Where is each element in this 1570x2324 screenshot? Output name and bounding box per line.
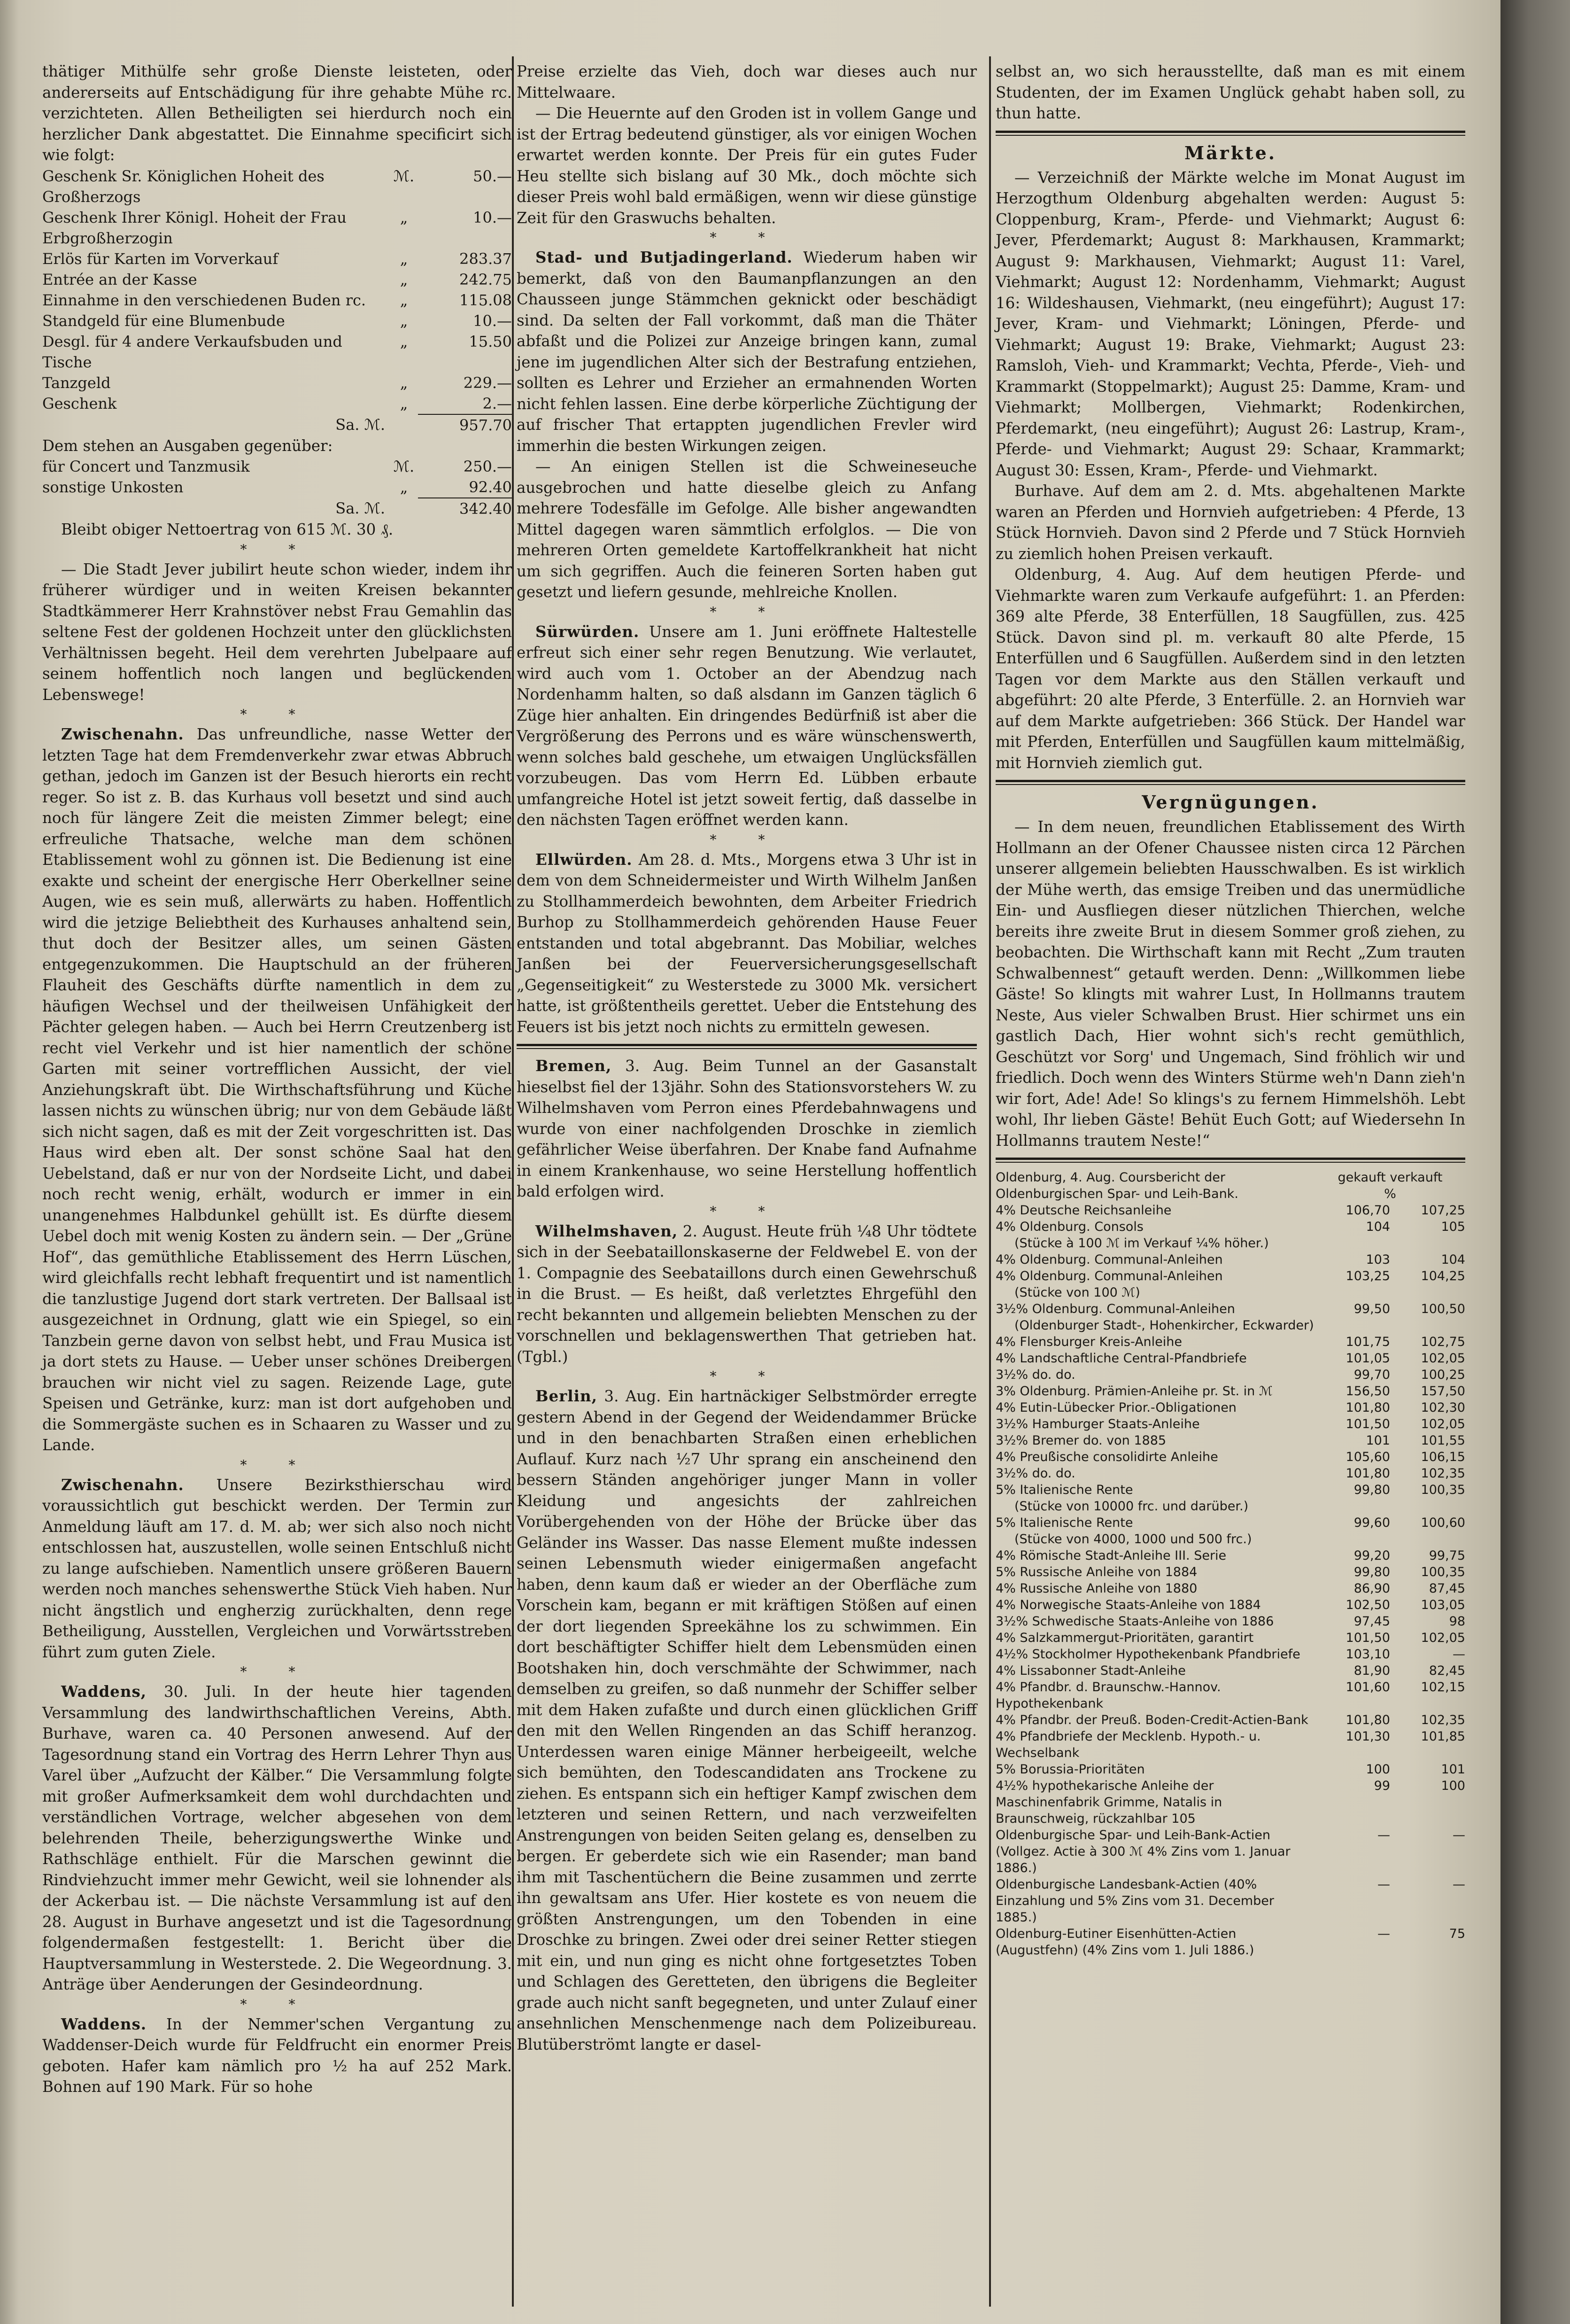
ask-value: 102,05 <box>1421 1631 1465 1645</box>
article-body: In der Nemmer'schen Vergantung zu Waddenser-Deich wurde für Feldfrucht ein enormer Preis geboten. Hafer kam nämlich pro ½ ha auf 252 Mark. Bohnen auf 190 Mark. Für so hohe <box>42 2015 512 2096</box>
bid-value: 101,50 <box>1346 1631 1390 1645</box>
article-stadland <box>517 247 977 456</box>
bid-value: 105,60 <box>1346 1450 1390 1464</box>
article-body: Ein hartnäckiger Selbstmörder erregte gestern Abend in der Gegend der Weidendammer Brücke und in den benachbarten Straßen einen erheblichen Auflauf. Kurz nach ½7 Uhr sprang ein anscheinend den bessern Ständen angehöriger junger Mann in voller Kleidung und angesichts der zahlreichen Vorübergehenden von der Höhe der Brücke über das Geländer ins Wasser. Das nasse Element mußte indessen seinen Lebensmuth wieder einigermaßen angefacht haben, denn kaum daß er wieder an der Oberfläche zum Vorschein kam, begann er mit kräftigen Stößen auf einen der dort liegenden Spreekähne los zu schwimmen. Ein dort beschäftigter Schiffer hielt dem Lebensmüden einen Bootshaken hin, doch verschmähte der Schwimmer, nach demselben zu greifen, so daß nunmehr der Schiffer selber mit dem Haken zufaßte und durch einen glücklichen Griff den mit den Wellen Ringenden an das Schiff heranzog. Unterdessen waren einige Männer herbeigeeilt, welche sich bemühten, den Todescandidaten ans Trockene zu ziehen. Es entspann sich ein heftiger Kampf zwischen dem letzteren und seinen Rettern, und nach verzweifelten Anstrengungen von beiden Seiten gelang es, denselben zu bergen. Er geberdete sich wie ein Rasender; man band ihm mit Taschentüchern die Beine zusammen und zerrte ihn gewaltsam ans Ufer. Hier kostete es von neuem die größten Anstrengungen, um den Tobenden in eine Droschke zu bringen. Zwei oder drei seiner Retter stiegen mit ein, und nun ging es nicht ohne fortgesetztes Toben und Schlagen des Geretteten, den übrigens die Begleiter grade auch nicht sanft begegneten, und unter Zulauf einer ansehnlichen Menschenmenge nach dem Polizeibureau. Blutüberströmt langte er dasel- <box>517 1387 977 2053</box>
expense-intro: Dem stehen an Ausgaben gegenüber: <box>42 436 333 455</box>
table-row <box>42 311 512 331</box>
ask-value: 99,75 <box>1429 1548 1465 1563</box>
security-name: (Stücke von 10000 frc. und darüber.) <box>1014 1499 1249 1514</box>
cell-amt: 250.— <box>463 458 512 475</box>
article-waddens-1 <box>42 1681 512 1995</box>
security-name: 5% Russische Anleihe von 1884 <box>996 1565 1198 1579</box>
cell-label: Geschenk Ihrer Königl. Hoheit der Frau Erbgroßherzogin <box>42 208 347 247</box>
article-text: thätiger Mithülfe sehr große Dienste leisteten, oder andererseits auf Entschädigung für ihre gehabte Mühe rc. verzichteten. Allen Betheiligten sei hierdurch noch ein herzlicher Dank abgestattet. Die Einnahme specificirt sich wie folgt: <box>42 62 512 164</box>
section-title-maerkte: Märkte. <box>1184 142 1276 163</box>
course-row <box>996 1547 1465 1564</box>
course-row <box>996 1646 1465 1663</box>
cell-cur: „ <box>400 208 408 226</box>
article-berlin <box>517 1386 977 2055</box>
course-row <box>996 1761 1465 1778</box>
table-row <box>42 331 512 373</box>
column-rule-1 <box>512 56 514 2307</box>
ask-value: — <box>1453 1877 1465 1892</box>
course-row <box>996 1531 1465 1547</box>
course-row <box>996 1449 1465 1465</box>
ask-value <box>1390 1284 1465 1301</box>
bid-value: 99,80 <box>1353 1565 1390 1579</box>
course-row <box>996 1367 1465 1383</box>
table-row <box>42 373 512 393</box>
course-row <box>996 1630 1465 1646</box>
article-body: Unsere am 1. Juni eröffnete Haltestelle erfreut sich einer sehr regen Benutzung. Wie verlautet, wird auch vom 1. October an der Abendzug nach Nordenhamm halten, so daß alsdann im Ganzen täglich 6 Züge hier anhalten. Ein dringendes Bedürfniß ist aber die Vergrößerung des Perrons und es wäre wünschenswerth, wenn solches bald geschehe, um etwaigen Unglücksfällen vorzubeugen. Das vom Herrn Ed. Lübben erbaute umfangreiche Hotel ist jetzt soweit fertig, daß dasselbe in den nächsten Tagen eröffnet werden kann. <box>517 622 977 829</box>
course-row <box>996 1284 1465 1301</box>
separator-stars: * * <box>710 1203 784 1219</box>
cell-amt: 50.— <box>473 167 512 185</box>
table-row <box>42 393 512 414</box>
source-note: (Tgbl.) <box>517 1347 568 1366</box>
ask-value: 101,55 <box>1421 1433 1465 1448</box>
section-rule <box>996 131 1465 136</box>
article-date: 3. Aug. <box>625 1057 689 1075</box>
course-row <box>996 1416 1465 1432</box>
course-row <box>996 1399 1465 1416</box>
cell-cur: „ <box>400 291 408 309</box>
course-row <box>996 1597 1465 1613</box>
security-name: 4% Norwegische Staats-Anleihe von 1884 <box>996 1598 1261 1612</box>
course-row <box>996 1482 1465 1498</box>
bid-value: 103,25 <box>1346 1269 1390 1283</box>
cell-label: für Concert und Tanzmusik <box>42 458 250 475</box>
article-date: 30. Juli. <box>163 1683 236 1701</box>
bid-value: 156,50 <box>1346 1384 1390 1399</box>
ask-value: 157,50 <box>1421 1384 1465 1399</box>
article-zwischenahn-2 <box>42 1475 512 1663</box>
cell-amt: 283.37 <box>459 249 512 268</box>
cell-label: Entrée an der Kasse <box>42 270 197 288</box>
article-title: Stad- und Butjadingerland. <box>535 248 793 266</box>
net-result: Bleibt obiger Nettoertrag von 615 ℳ. 30 ₰. <box>61 521 394 538</box>
cell-label: Tanzgeld <box>42 373 111 392</box>
article-continuation: Preise erzielte das Vieh, doch war dieses auch nur Mittelwaare. <box>517 62 977 101</box>
article-title: Sürwürden. <box>535 622 640 641</box>
article-body: Wiederum haben wir bemerkt, daß von den Baumanpflanzungen an den Chausseen junge Stämmchen geknickt oder beschädigt sind. Da selten der Fall vorkommt, daß man die Thäter abfaßt und die Polizei zur Anzeige bringen kann, zumal jene im jugendlichen Alter sich der Bestrafung entziehen, sollten es Lehrer und Erzieher an ermahnenden Worten nicht fehlen lassen. Eine derbe körperliche Züchtigung der auf frischer That ertappten jugendlichen Frevler wird immerhin die besten Wirkungen zeigen. <box>517 249 977 455</box>
article-title: Zwischenahn. <box>61 1475 184 1494</box>
separator-stars: * * <box>710 230 784 245</box>
article-burhave: Burhave. Auf dem am 2. d. Mts. abgehaltenen Markte waren an Pferden und Hornvieh aufgetrieben: 4 Pferde, 13 Stück Hornvieh. Davon sind 2 Pferde und 7 Stück Hornvieh zu ziemlich hohen Preisen verkauft. <box>996 482 1465 563</box>
ask-value: 87,45 <box>1429 1581 1465 1596</box>
article-vergnuegungen: — In dem neuen, freundlichen Etablissement des Wirth Hollmann an der Ofener Chaussee nisten circa 12 Pärchen unserer allgemein beliebten Hausschwalben. Es ist wirklich der Mühe werth, das emsige Treiben und das unermüdliche Ein- und Ausfliegen dieser nützlichen Thierchen, welche bereits ihre zweite Brut in diesem Sommer groß ziehen, zu beobachten. Die Wirthschaft kann mit Recht „Zum trauten Schwalbennest“ getauft werden. Denn: „Willkommen liebe Gäste! So klingts mit wahrer Lust, In Hollmanns trautem Neste, Aus vieler Schwalben Brust. Hier schirmet uns ein gastlich Dach, Hier wohnt sich's recht gemüthlich, Geschützt vor Sorg' und Ungemach, Sind fröhlich wir und friedlich. Doch wenn des Winters Stürme weh'n Dann zieh'n wir fort, Ade! Ade! So klings's zu fernem Himmelshöh. Lebt wohl, Ihr lieben Gäste! Behüt Euch Gott; auf Wiedersehn In Hollmanns trautem Neste!“ <box>996 818 1465 1150</box>
course-row <box>996 1219 1465 1235</box>
cell-cur: „ <box>400 332 408 350</box>
article-body: Am 28. d. Mts., Morgens etwa 3 Uhr ist in dem von dem Schneidermeister und Wirth Wilhelm Janßen zu Stollhammerdeich bewohnten, dem Arbeiter Friedrich Burhop zu Stollhammerdeich gehörenden Hause Feuer entstanden und total abgebrannt. Das Mobiliar, welches Janßen bei der Feuerversicherungsgesellschaft „Gegenseitigkeit“ zu Westerstede zu 3000 Mk. versichert hatte, ist größtentheils gerettet. Ueber die Entstehung des Feuers ist bis jetzt noch nichts zu ermitteln gewesen. <box>517 850 977 1036</box>
bid-value: 101,60 <box>1346 1680 1390 1694</box>
article-jever: — Die Stadt Jever jubilirt heute schon wieder, indem ihr früherer würdiger und in weiten Kreisen bekannter Stadtkämmerer Herr Krahnstöver nebst Frau Gemahlin das seltene Fest der goldenen Hochzeit unter den glücklichsten Verhältnissen begeht. Heil dem verehrten Jubelpaare auf seinem hoffentlich noch langen und beglückenden Lebenswege! <box>42 560 512 704</box>
table-row <box>42 249 512 269</box>
unit-label: % <box>1384 1187 1396 1201</box>
ask-value: 102,05 <box>1421 1417 1465 1431</box>
bid-value: 106,70 <box>1346 1203 1390 1218</box>
bid-value <box>1315 1284 1390 1301</box>
security-name: (Stücke à 100 ℳ im Verkauf ¼% höher.) <box>1014 1236 1269 1251</box>
article-waddens-2 <box>42 2014 512 2098</box>
bid-value: 103 <box>1366 1252 1390 1267</box>
bid-value: 103,10 <box>1346 1647 1390 1662</box>
cell-label: Geschenk Sr. Königlichen Hoheit des Großherzogs <box>42 167 325 206</box>
separator-stars: * * <box>240 1664 314 1679</box>
separator-stars: * * <box>240 1457 314 1473</box>
article-zwischenahn-1 <box>42 724 512 1456</box>
column-headers: gekauft verkauft <box>1338 1170 1443 1185</box>
security-name: 4% Lissabonner Stadt-Anleihe <box>996 1663 1186 1678</box>
bid-value: 99,60 <box>1353 1516 1390 1530</box>
cell-amt: 115.08 <box>459 291 512 309</box>
income-total-row: Sa. ℳ. 957.70 <box>42 414 512 435</box>
bid-value: 101,80 <box>1346 1713 1390 1727</box>
column-3 <box>996 61 1465 1959</box>
course-row <box>996 1876 1465 1926</box>
ask-value: 102,75 <box>1421 1335 1465 1349</box>
article-wilhelmshaven <box>517 1221 977 1368</box>
bid-value <box>1315 1317 1390 1334</box>
article-title: Ellwürden. <box>535 850 633 869</box>
security-name: 4½% Stockholmer Hypothekenbank Pfandbriefe <box>996 1647 1300 1662</box>
table-row <box>42 477 512 498</box>
cell-cur: „ <box>400 311 408 330</box>
security-name: Oldenburgische Landesbank-Actien (40% Einzahlung und 5% Zins vom 31. December 1885.) <box>996 1877 1274 1925</box>
ask-value <box>1390 1498 1465 1515</box>
ask-value: 100,50 <box>1421 1302 1465 1316</box>
cell-label: Einnahme in den verschiedenen Buden rc. <box>42 291 366 309</box>
ask-value: — <box>1453 1647 1465 1662</box>
cell-label: Standgeld für eine Blumenbude <box>42 311 285 330</box>
ask-value: 101 <box>1441 1762 1465 1777</box>
ask-value: 102,15 <box>1421 1680 1465 1694</box>
course-row <box>996 1268 1465 1284</box>
cell-amt: 229.— <box>463 373 512 392</box>
section-rule <box>517 1044 977 1049</box>
table-row <box>42 207 512 249</box>
bid-value: 99,80 <box>1353 1483 1390 1497</box>
article-heuernte: — Die Heuernte auf den Groden ist in vollem Gange und ist der Ertrag bedeutend günstiger, als vor einigen Wochen erwartet werden konnte. Der Preis für ein gutes Fuder Heu stellte sich bislang auf 30 Mk., doch möchte sich dieser Preis wohl bald ermäßigen, wenn wir diese günstige Zeit für den Graswuchs behalten. <box>517 104 977 227</box>
course-row <box>996 1564 1465 1580</box>
article-suerwuerden <box>517 622 977 831</box>
column-1 <box>42 61 512 2098</box>
security-name: 5% Borussia-Prioritäten <box>996 1762 1145 1777</box>
security-name: 5% Italienische Rente <box>996 1483 1133 1497</box>
security-name: 4½% hypothekarische Anleihe der Maschinenfabrik Grimme, Natalis in Braunschweig, rückzahlbar 105 <box>996 1779 1222 1826</box>
article-body: In der heute hier tagenden Versammlung des landwirthschaftlichen Vereins, Abth. Burhave, waren ca. 40 Personen anwesend. Auf der Tagesordnung stand ein Vortrag des Herrn Lehrer Thyn aus Varel über „Aufzucht der Kälber.“ Die Versammlung folgte mit großer Aufmerksamkeit dem wohl durchdachten und verständlichen Vortrage, welcher abgesehen von dem belehrenden Theile, beherzigungswerthe Winke und Rathschläge enthielt. Für die Marschen gewinnt die Rindviehzucht immer mehr Gewicht, weil sie lohnender als der Ackerbau ist. — Die nächste Versammlung ist auf den 28. August in Burhave angesetzt und ist die Tagesordnung folgendermaßen festgestellt: 1. Bericht über die Hauptversammlung in Westerstede. 2. Die Wegeordnung. 3. Anträge über Aenderungen der Gesindeordnung. <box>42 1683 512 1993</box>
expense-table <box>42 456 512 519</box>
security-name: 4% Russische Anleihe von 1880 <box>996 1581 1198 1596</box>
article-schweineseuche: — An einigen Stellen ist die Schweineseuche ausgebrochen und hatte dieselbe gleich zu Anfang mehrere Todesfälle im Gefolge. Alle bisher angewandten Mittel dagegen waren sämmtlich erfolglos. — Die von mehreren Orten gemeldete Kartoffelkrankheit hat nicht um sich gegriffen. Auch die feineren Sorten haben gut gesetzt und liefern gesunde, mehlreiche Knollen. <box>517 458 977 601</box>
table-row <box>42 269 512 290</box>
bid-value: 81,90 <box>1353 1663 1390 1678</box>
course-row <box>996 1827 1465 1876</box>
course-row <box>996 1679 1465 1712</box>
ask-value <box>1390 1531 1465 1547</box>
security-name: 4% Salzkammergut-Prioritäten, garantirt <box>996 1631 1254 1645</box>
cell-amt: 15.50 <box>469 332 512 350</box>
course-row <box>996 1235 1465 1251</box>
cell-amt: 242.75 <box>459 270 512 288</box>
ask-value: 100,35 <box>1421 1483 1465 1497</box>
security-name: 4% Römische Stadt-Anleihe III. Serie <box>996 1548 1227 1563</box>
cell-cur: „ <box>400 373 408 392</box>
article-oldenburg-markt: Oldenburg, 4. Aug. Auf dem heutigen Pferde- und Viehmarkte waren zum Verkaufe aufgeführt: 1. an Pferden: 369 alte Pferde, 38 Enterfüllen, 18 Saugfüllen, zus. 425 Stück. Davon sind pl. m. verkauft 80 alte Pferde, 15 Enterfüllen und 6 Saugfüllen. Außerdem sind in den letzten Tagen vor dem Markte aus den Ställen verkauft und abgeführt: 20 alte Pferde, 3 Enterfülle. 2. an Hornvieh war auf dem Markte aufgetrieben: 366 Stück. Der Handel war mit Pferden, Enterfüllen und Saugfüllen kaum mittelmäßig, mit Hornvieh ziemlich gut. <box>996 566 1465 772</box>
security-name: Oldenburgische Spar- und Leih-Bank-Actien (Vollgez. Actie à 300 ℳ 4% Zins vom 1. Januar 1886.) <box>996 1828 1291 1875</box>
security-name: 3½% do. do. <box>996 1368 1075 1382</box>
course-row <box>996 1334 1465 1350</box>
security-name: 4% Pfandbr. der Preuß. Boden-Credit-Actien-Bank <box>996 1713 1308 1727</box>
cell-amt: 2.— <box>482 394 512 412</box>
course-row <box>996 1663 1465 1679</box>
course-row <box>996 1202 1465 1219</box>
course-row <box>996 1465 1465 1482</box>
bid-value: 99 <box>1374 1779 1390 1793</box>
course-report-header: Oldenburg, 4. Aug. Coursbericht der Oldenburgischen Spar- und Leih-Bank. gekauft verkauft % <box>996 1169 1465 1202</box>
bid-value: — <box>1377 1877 1390 1892</box>
bid-value: — <box>1377 1927 1390 1941</box>
bid-value: 101,05 <box>1346 1351 1390 1366</box>
cell-cur: ℳ. <box>393 167 415 185</box>
article-continuation: selbst an, wo sich herausstellte, daß man es mit einem Studenten, der im Examen Unglück gehabt haben soll, zu thun hatte. <box>996 62 1465 122</box>
security-name: 4% Pfandbriefe der Mecklenb. Hypoth.- u. Wechselbank <box>996 1729 1261 1760</box>
course-row <box>996 1778 1465 1827</box>
cell-cur: „ <box>400 394 408 412</box>
cell-cur: ℳ. <box>393 458 415 475</box>
table-row <box>42 166 512 207</box>
security-name: 4% Deutsche Reichsanleihe <box>996 1203 1172 1218</box>
ask-value: 100 <box>1441 1779 1465 1793</box>
security-name: 4% Flensburger Kreis-Anleihe <box>996 1335 1183 1349</box>
security-name: 4% Pfandbr. d. Braunschw.-Hannov. Hypothekenbank <box>996 1680 1221 1711</box>
article-title: Waddens. <box>61 2014 147 2033</box>
separator-stars: * * <box>240 707 314 722</box>
income-table <box>42 166 512 435</box>
bid-value: 101 <box>1366 1433 1390 1448</box>
security-name: 3½% Oldenburg. Communal-Anleihen <box>996 1302 1235 1316</box>
bid-value <box>1315 1235 1390 1251</box>
security-name: (Stücke von 4000, 1000 und 500 frc.) <box>1014 1532 1252 1547</box>
course-row <box>996 1580 1465 1597</box>
security-name: 3½% Bremer do. von 1885 <box>996 1433 1167 1448</box>
ask-value <box>1390 1235 1465 1251</box>
section-rule <box>996 780 1465 785</box>
ask-value: 102,30 <box>1421 1400 1465 1415</box>
article-body: Heute früh ¼8 Uhr tödtete sich in der Seebataillonskaserne der Feldwebel E. von der 1. Compagnie des Seebataillons durch einen Gewehrschuß in die Brust. — Es heißt, daß verletztes Ehrgefühl den recht bekannten und allgemein beliebten Menschen zu der vorschnellen und beklagenswerthen That getrieben hat. <box>517 1222 977 1345</box>
security-name: 4% Preußische consolidirte Anleihe <box>996 1450 1218 1464</box>
article-body: Unsere Bezirksthierschau wird voraussichtlich gut beschickt werden. Der Termin zur Anmeldung läuft am 17. d. M. ab; wer sich also noch nicht entschlossen hat, auszustellen, wolle seinen Entschluß nicht zu lange aufschieben. Namentlich unsere größeren Bauern werden noch manches sehenswerthe Stück Vieh haben. Nur nicht ängstlich und engherzig zurückhalten, denn rege Betheiligung, Ausstellen, Vergleichen und Vorwärtsstreben führt zum guten Ziele. <box>42 1476 512 1661</box>
column-2 <box>517 61 977 2055</box>
security-name: (Stücke von 100 ℳ) <box>1014 1285 1140 1300</box>
cell-label: sonstige Unkosten <box>42 478 184 496</box>
article-body: Das unfreundliche, nasse Wetter der letzten Tage hat dem Fremdenverkehr zwar etwas Abbruch gethan, jedoch im Ganzen ist der Besuch hierorts ein recht reger. So ist z. B. das Kurhaus voll besetzt und sind auch noch für längere Zeit die meisten Zimmer belegt; eine erfreuliche Thatsache, welche man dem schönen Etablissement wohl zu gönnen ist. Die Bedienung ist eine exakte und scheint der energische Herr Oberkellner seine Augen, wie es sein muß, allerwärts zu haben. Hoffentlich wird die jetzige Beliebtheit des Kurhauses anhaltend sein, thut doch der Besitzer alles, um seinen Gästen entgegenzukommen. Die Hauptschuld an der früheren Flauheit des Geschäfts dürfte namentlich in dem zu häufigen Wechsel und der theilweisen Unfähigkeit der Pächter gelegen haben. — Auch bei Herrn Creutzenberg ist recht viel Verkehr und ist hier namentlich der schöne Garten mit seiner vortrefflichen Aussicht, der viel Anziehungskraft übt. Die Wirthschaftsführung und Küche lassen nichts zu wünschen übrig; nur von dem Gebäude läßt sich nicht sagen, daß es mit der Zeit vorgeschritten ist. Das Haus wird eben alt. Der sonst schöne Saal hat den Uebelstand, daß er nur von der Nordseite Licht, und dabei noch recht wenig, erhält, wodurch er immer in ein unangenehmes Halbdunkel gehüllt ist. Es dürfte diesem Uebel doch mit wenig Kosten zu ändern sein. — Der „Grüne Hof“, das gemüthliche Etablissement des Herrn Lüschen, wird gleichfalls recht lebhaft frequentirt und ist namentlich die tanzlustige Jugend dort stark vertreten. Der Ballsaal ist ausgezeichnet in Ordnung, glatt wie ein Spiegel, so ein Tanzbein gerne davon von selbst hebt, und Frau Musica ist ja dort stets zu Hause. — Ueber unser schönes Dreibergen brauchen wir nicht viel zu sagen. Reizende Lage, gute Speisen und Getränke, kurz: man ist dort aufgehoben und die Sommergäste suchen es in Schaaren zu Wasser und zu Lande. <box>42 725 512 1454</box>
ask-value: 100,35 <box>1421 1565 1465 1579</box>
security-name: 4% Oldenburg. Communal-Anleihen <box>996 1252 1223 1267</box>
bid-value: 104 <box>1366 1220 1390 1234</box>
cell-label: Erlös für Karten im Vorverkauf <box>42 249 278 268</box>
table-row <box>42 290 512 311</box>
article-bremen <box>517 1056 977 1202</box>
course-row <box>996 1301 1465 1317</box>
ask-value: 107,25 <box>1421 1203 1465 1218</box>
bid-value: 97,45 <box>1353 1614 1390 1629</box>
security-name: 4% Oldenburg. Communal-Anleihen <box>996 1269 1223 1283</box>
section-rule <box>996 1158 1465 1163</box>
bid-value: 101,30 <box>1346 1729 1390 1744</box>
bid-value: 99,70 <box>1353 1368 1390 1382</box>
article-body: Beim Tunnel an der Gasanstalt hieselbst fiel der 13jähr. Sohn des Stationsvorstehers W. zu Wilhelmshaven vom Perron eines Pferdebahnwagens und wurde von einer nachfolgenden Droschke in ziemlich gefährlicher Weise überfahren. Der Knabe fand Aufnahme in einem Krankenhause, wo seine Herstellung hoffentlich bald erfolgen wird. <box>517 1057 977 1200</box>
bid-value <box>1315 1498 1390 1515</box>
course-report-table <box>996 1169 1465 1959</box>
table-row <box>42 456 512 477</box>
column-rule-2 <box>989 56 991 2307</box>
ask-value: 101,85 <box>1421 1729 1465 1744</box>
article-ellwuerden <box>517 849 977 1038</box>
ask-value: 98 <box>1449 1614 1465 1629</box>
cell-amt: 10.— <box>473 311 512 330</box>
cell-label: Desgl. für 4 andere Verkaufsbuden und Tische <box>42 332 342 371</box>
cell-amt: 92.40 <box>469 478 512 496</box>
ask-value: 100,60 <box>1421 1516 1465 1530</box>
security-name: Oldenburg-Eutiner Eisenhütten-Actien (Augustfehn) (4% Zins vom 1. Juli 1886.) <box>996 1927 1254 1958</box>
bid-value: 86,90 <box>1353 1581 1390 1596</box>
ask-value: 103,05 <box>1421 1598 1465 1612</box>
article-date: 2. August. <box>682 1222 762 1240</box>
article-maerkte: — Verzeichniß der Märkte welche im Monat August im Herzogthum Oldenburg abgehalten werden: August 5: Cloppenburg, Kram-, Pferde- und Viehmarkt; August 6: Jever, Pferdemarkt; August 8: Markhausen, Krammarkt; August 9: Markhausen, Viehmarkt; August 11: Varel, Viehmarkt; August 12: Nordenhamm, Viehmarkt; August 16: Wildeshausen, Viehmarkt, (neu eingeführt); August 17: Jever, Kram- und Viehmarkt; Löningen, Pferde- und Viehmarkt; August 19: Brake, Viehmarkt; August 23: Ramsloh, Vieh- und Krammarkt; Vechta, Pferde-, Vieh- und Krammarkt (Stoppelmarkt); August 25: Damme, Kram- und Viehmarkt; Mollbergen, Viehmarkt; Rodenkirchen, Pferdemarkt, (neu eingeführt); August 26: Lastrup, Kram-, Pferde- und Viehmarkt; August 29: Schaar, Krammarkt; August 30: Essen, Kram-, Pferde- und Viehmarkt. <box>996 168 1465 479</box>
bid-value: 99,20 <box>1353 1548 1390 1563</box>
security-name: 3½% Hamburger Staats-Anleihe <box>996 1417 1200 1431</box>
bid-value: 100 <box>1366 1762 1390 1777</box>
separator-stars: * * <box>240 1996 314 2012</box>
separator-stars: * * <box>240 541 314 557</box>
separator-stars: * * <box>710 832 784 847</box>
cell-cur: „ <box>400 478 408 496</box>
separator-stars: * * <box>710 604 784 620</box>
article-date: 3. Aug. <box>604 1387 661 1405</box>
ask-value: 104 <box>1441 1252 1465 1267</box>
bid-value: 101,75 <box>1346 1335 1390 1349</box>
course-row <box>996 1383 1465 1399</box>
security-name: 3½% Schwedische Staats-Anleihe von 1886 <box>996 1614 1274 1629</box>
article-title: Bremen, <box>535 1057 612 1075</box>
ask-value: 75 <box>1449 1927 1465 1941</box>
security-name: 5% Italienische Rente <box>996 1516 1133 1530</box>
security-name: (Oldenburger Stadt-, Hohenkircher, Eckwarder) <box>1014 1318 1314 1333</box>
course-row <box>996 1432 1465 1449</box>
bid-value: 99,50 <box>1353 1302 1390 1316</box>
ask-value: 106,15 <box>1421 1450 1465 1464</box>
bid-value: — <box>1377 1828 1390 1842</box>
course-row <box>996 1613 1465 1630</box>
bid-value <box>1315 1531 1390 1547</box>
security-name: 4% Oldenburg. Consols <box>996 1220 1144 1234</box>
ask-value: 102,05 <box>1421 1351 1465 1366</box>
course-row <box>996 1350 1465 1367</box>
cell-cur: „ <box>400 270 408 288</box>
course-row <box>996 1728 1465 1761</box>
article-title: Berlin, <box>535 1387 597 1405</box>
ask-value: 82,45 <box>1429 1663 1465 1678</box>
security-name: 3½% do. do. <box>996 1466 1075 1481</box>
article-title: Wilhelmshaven, <box>535 1221 678 1240</box>
ask-value: 105 <box>1441 1220 1465 1234</box>
course-row <box>996 1926 1465 1959</box>
ask-value: — <box>1453 1828 1465 1842</box>
ask-value: 104,25 <box>1421 1269 1465 1283</box>
ask-value: 102,35 <box>1421 1466 1465 1481</box>
course-row <box>996 1251 1465 1268</box>
book-edge <box>1500 0 1570 2324</box>
security-name: 3% Oldenburg. Prämien-Anleihe pr. St. in ℳ <box>996 1384 1273 1399</box>
course-row <box>996 1498 1465 1515</box>
bid-value: 102,50 <box>1346 1598 1390 1612</box>
security-name: 4% Landschaftliche Central-Pfandbriefe <box>996 1351 1247 1366</box>
course-row <box>996 1515 1465 1531</box>
bid-value: 101,80 <box>1346 1400 1390 1415</box>
ask-value: 100,25 <box>1421 1368 1465 1382</box>
cell-cur: „ <box>400 249 408 268</box>
security-name: 4% Eutin-Lübecker Prior.-Obligationen <box>996 1400 1237 1415</box>
expense-total-row: Sa. ℳ. 342.40 <box>42 498 512 519</box>
separator-stars: * * <box>710 1368 784 1384</box>
article-title: Waddens, <box>61 1682 147 1701</box>
bid-value: 101,80 <box>1346 1466 1390 1481</box>
cell-label: Geschenk <box>42 394 117 412</box>
ask-value: 102,35 <box>1421 1713 1465 1727</box>
section-title-vergnuegungen: Vergnügungen. <box>1142 792 1319 813</box>
cell-amt: 10.— <box>473 208 512 226</box>
course-row <box>996 1712 1465 1728</box>
course-row <box>996 1317 1465 1334</box>
article-title: Zwischenahn. <box>61 725 184 743</box>
bid-value: 101,50 <box>1346 1417 1390 1431</box>
ask-value <box>1390 1317 1465 1334</box>
